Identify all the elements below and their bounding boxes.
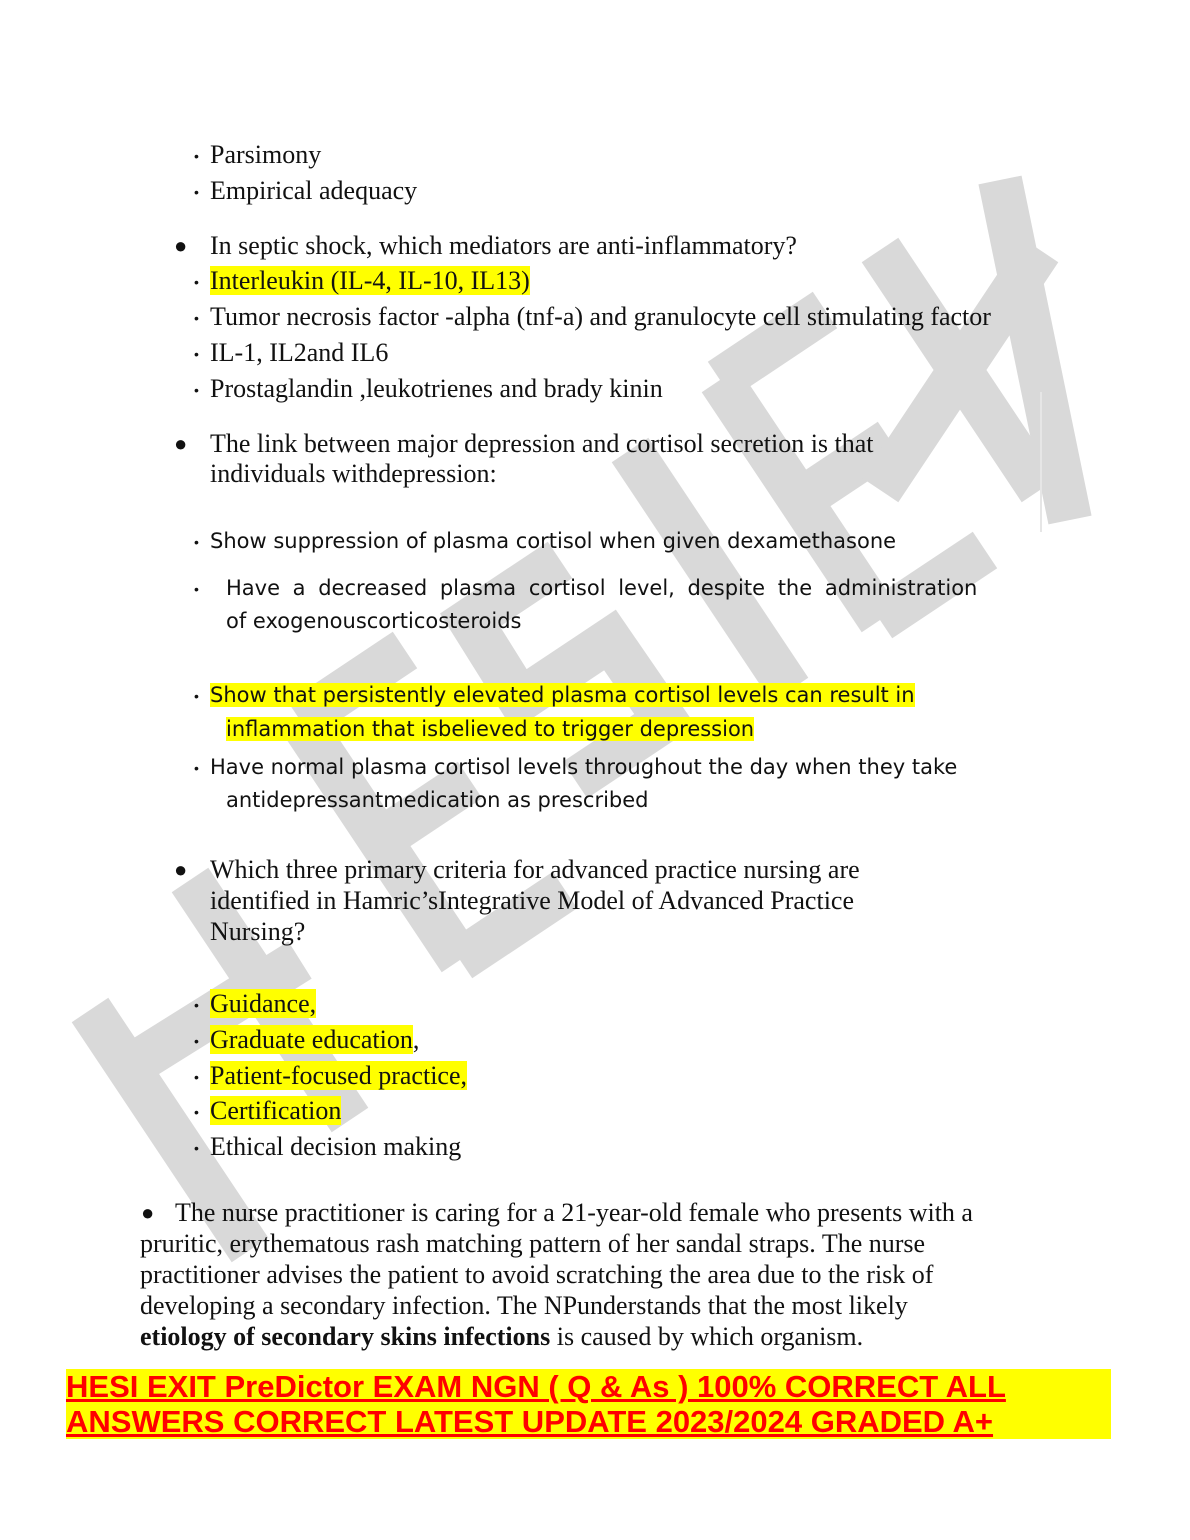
answer-option <box>210 1061 467 1091</box>
question-depression-line1: The link between major depression and cortisol secretion is that <box>210 429 874 458</box>
answer-option: Have normal plasma cortisol levels throughout the day when they take <box>210 755 958 779</box>
question-bullet: ● <box>174 431 188 456</box>
highlighted-answer: Graduate education <box>210 1025 413 1054</box>
question-nurse-line4: developing a secondary infection. The NPunderstands that the most likely <box>140 1291 908 1320</box>
bullet-dot: • <box>194 274 199 290</box>
highlighted-answer: Certification <box>210 1096 342 1125</box>
answer-option <box>210 989 316 1019</box>
highlighted-answer: Patient-focused practice, <box>210 1061 467 1090</box>
item-parsimony: Parsimony <box>210 140 322 169</box>
answer-option: Show suppression of plasma cortisol when given dexamethasone <box>210 529 897 553</box>
bullet-dot: • <box>194 1069 199 1085</box>
question-nurse-line5 <box>140 1322 863 1352</box>
highlighted-answer: inflammation that is <box>226 717 439 741</box>
highlighted-answer: Show that persistently elevated plasma cortisol levels can result in <box>210 683 915 707</box>
question-bullet: ● <box>174 233 188 258</box>
highlighted-answer: Guidance, <box>210 989 317 1018</box>
question-nurse-line2: pruritic, erythematous rash matching pattern of her sandal straps. The nurse <box>140 1229 926 1258</box>
question-hamric-line2: identified in Hamric’sIntegrative Model of Advanced Practice <box>210 886 854 915</box>
answer-option <box>210 266 530 296</box>
bold-phrase: etiology of secondary skins infections <box>140 1322 551 1351</box>
answer-option-cont: of exogenouscorticosteroids <box>226 609 522 633</box>
bullet-dot: • <box>194 382 199 398</box>
bullet-dot: • <box>194 688 199 704</box>
answer-option <box>210 1096 341 1126</box>
answer-option: IL-1, IL2and IL6 <box>210 338 389 367</box>
highlighted-answer: believed to trigger depression <box>438 717 755 741</box>
bullet-dot: • <box>194 760 199 776</box>
answer-option-cont: antidepressantmedication as prescribed <box>226 788 649 812</box>
answer-option-cont <box>226 714 754 744</box>
footer-title-line1: HESI EXIT PreDictor EXAM NGN ( Q & As ) 100% CORRECT ALL <box>66 1369 1111 1404</box>
bullet-dot: • <box>194 1104 199 1120</box>
bullet-dot: • <box>194 1140 199 1156</box>
answer-option: Tumor necrosis factor -alpha (tnf-a) and granulocyte cell stimulating factor <box>210 302 991 331</box>
line-rest: is caused by which organism. <box>550 1322 864 1351</box>
footer-title-line2: ANSWERS CORRECT LATEST UPDATE 2023/2024 GRADED A+ <box>66 1404 1111 1439</box>
answer-option: Have a decreased plasma cortisol level, despite the administration <box>226 576 978 600</box>
highlighted-answer: Interleukin (IL-4, IL-10, IL13) <box>210 266 530 295</box>
question-bullet: ● <box>141 1200 155 1225</box>
page-edge-strip <box>1040 392 1042 532</box>
question-bullet: ● <box>174 857 188 882</box>
comma: , <box>412 1025 420 1054</box>
question-nurse-line1: The nurse practitioner is caring for a 21-year-old female who presents with a <box>175 1198 973 1227</box>
bullet-dot: • <box>194 148 199 164</box>
bullet-dot: • <box>194 184 199 200</box>
answer-option <box>210 680 915 710</box>
bullet-dot: • <box>194 310 199 326</box>
question-depression-line2: individuals withdepression: <box>210 459 497 488</box>
question-hamric-line3: Nursing? <box>210 917 306 946</box>
answer-option: Prostaglandin ,leukotrienes and brady kinin <box>210 374 663 403</box>
answer-option: Ethical decision making <box>210 1132 462 1161</box>
bullet-dot: • <box>194 581 199 597</box>
bullet-dot: • <box>194 997 199 1013</box>
bullet-dot: • <box>194 534 199 550</box>
question-nurse-line3: practitioner advises the patient to avoid scratching the area due to the risk of <box>140 1260 934 1289</box>
answer-option <box>210 1025 419 1055</box>
question-hamric-line1: Which three primary criteria for advanced practice nursing are <box>210 855 860 884</box>
bullet-dot: • <box>194 346 199 362</box>
bullet-dot: • <box>194 1033 199 1049</box>
question-septic-shock: In septic shock, which mediators are anti-inflammatory? <box>210 231 797 260</box>
item-empirical-adequacy: Empirical adequacy <box>210 176 418 205</box>
